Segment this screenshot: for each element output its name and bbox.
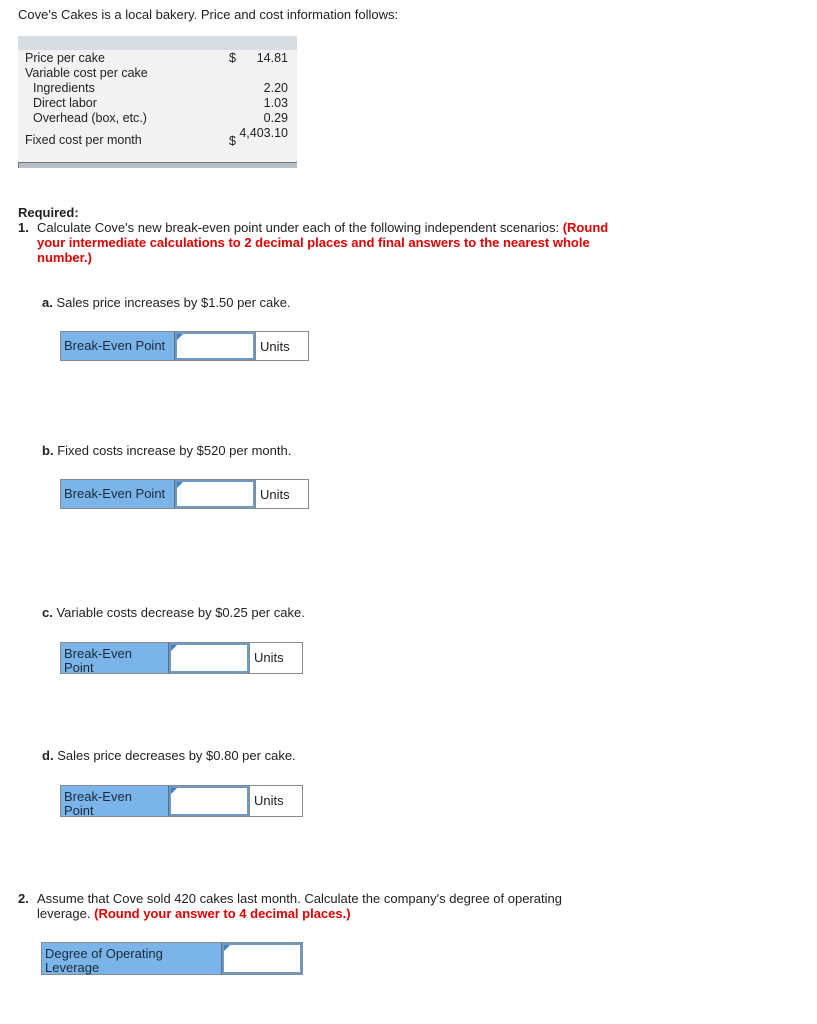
input-marker-icon — [171, 788, 177, 794]
input-marker-icon — [171, 645, 177, 651]
direct-labor-value: 1.03 — [263, 96, 288, 110]
input-marker-icon — [177, 334, 183, 340]
scenario-d-label: Break-Even Point — [61, 786, 169, 816]
question-1-number: 1. — [18, 220, 29, 235]
scenario-c-letter: c. — [42, 605, 53, 620]
scenario-a-answer-row — [60, 331, 309, 361]
question-1 — [18, 220, 628, 265]
scenario-d-letter: d. — [42, 748, 54, 763]
question-2-text-block — [37, 891, 618, 921]
table-header-bar — [18, 36, 297, 50]
scenario-a-units: Units — [255, 332, 308, 360]
scenario-a — [42, 295, 291, 310]
scenario-b-units: Units — [255, 480, 308, 508]
scenario-a-break-even-input[interactable] — [175, 332, 255, 360]
price-label: Price per cake — [25, 51, 105, 65]
scenario-c-answer-row — [60, 642, 303, 674]
fixed-dollar-sign: $ — [229, 134, 236, 148]
intro-text: Cove's Cakes is a local bakery. Price and cost information follows: — [18, 7, 399, 22]
scenario-b-label: Break-Even Point — [61, 480, 175, 508]
question-1-text-block — [37, 220, 628, 265]
scenario-a-text: Sales price increases by $1.50 per cake. — [56, 295, 291, 310]
scenario-d-units: Units — [249, 786, 302, 816]
table-corner-tick — [18, 162, 19, 168]
scenario-d — [42, 748, 296, 763]
input-marker-icon — [177, 482, 183, 488]
scenario-c-break-even-input[interactable] — [169, 643, 249, 673]
question-2-number: 2. — [18, 891, 29, 906]
scenario-d-answer-row — [60, 785, 303, 817]
question-2 — [18, 891, 618, 921]
scenario-c-units: Units — [249, 643, 302, 673]
price-dollar-sign: $ — [229, 51, 236, 65]
cost-table — [18, 36, 297, 168]
scenario-b — [42, 443, 291, 458]
ingredients-value: 2.20 — [263, 81, 288, 95]
scenario-c-text: Variable costs decrease by $0.25 per cake. — [56, 605, 305, 620]
direct-labor-label: Direct labor — [33, 96, 97, 110]
scenario-d-text: Sales price decreases by $0.80 per cake. — [57, 748, 296, 763]
dol-label: Degree of Operating Leverage — [42, 943, 222, 974]
question-2-text: Assume that Cove sold 420 cakes last month. Calculate the company's degree of operating leverage. — [37, 891, 562, 921]
required-heading: Required: — [18, 205, 79, 220]
scenario-b-letter: b. — [42, 443, 54, 458]
scenario-c-label: Break-Even Point — [61, 643, 169, 673]
scenario-b-break-even-input[interactable] — [175, 480, 255, 508]
dol-input[interactable] — [222, 943, 302, 974]
scenario-a-label: Break-Even Point — [61, 332, 175, 360]
scenario-b-answer-row — [60, 479, 309, 509]
question-1-text: Calculate Cove's new break-even point under each of the following independent scenarios: — [37, 220, 560, 235]
fixed-cost-label: Fixed cost per month — [25, 133, 142, 147]
overhead-value: 0.29 — [263, 111, 288, 125]
scenario-b-text: Fixed costs increase by $520 per month. — [57, 443, 292, 458]
scenario-a-letter: a. — [42, 295, 53, 310]
question-1-instruction: (Round your intermediate calculations to 2 decimal places and final answers to the nearest whole number.) — [37, 220, 609, 265]
overhead-label: Overhead (box, etc.) — [33, 111, 147, 125]
table-footer-bar — [18, 163, 297, 168]
fixed-cost-value: 4,403.10 — [239, 126, 288, 140]
question-2-instruction: (Round your answer to 4 decimal places.) — [94, 906, 351, 921]
price-value: 14.81 — [256, 51, 288, 65]
scenario-d-break-even-input[interactable] — [169, 786, 249, 816]
dol-answer-row — [41, 942, 303, 975]
input-marker-icon — [224, 945, 230, 951]
variable-cost-label: Variable cost per cake — [25, 66, 148, 80]
ingredients-label: Ingredients — [33, 81, 95, 95]
scenario-c — [42, 605, 305, 620]
